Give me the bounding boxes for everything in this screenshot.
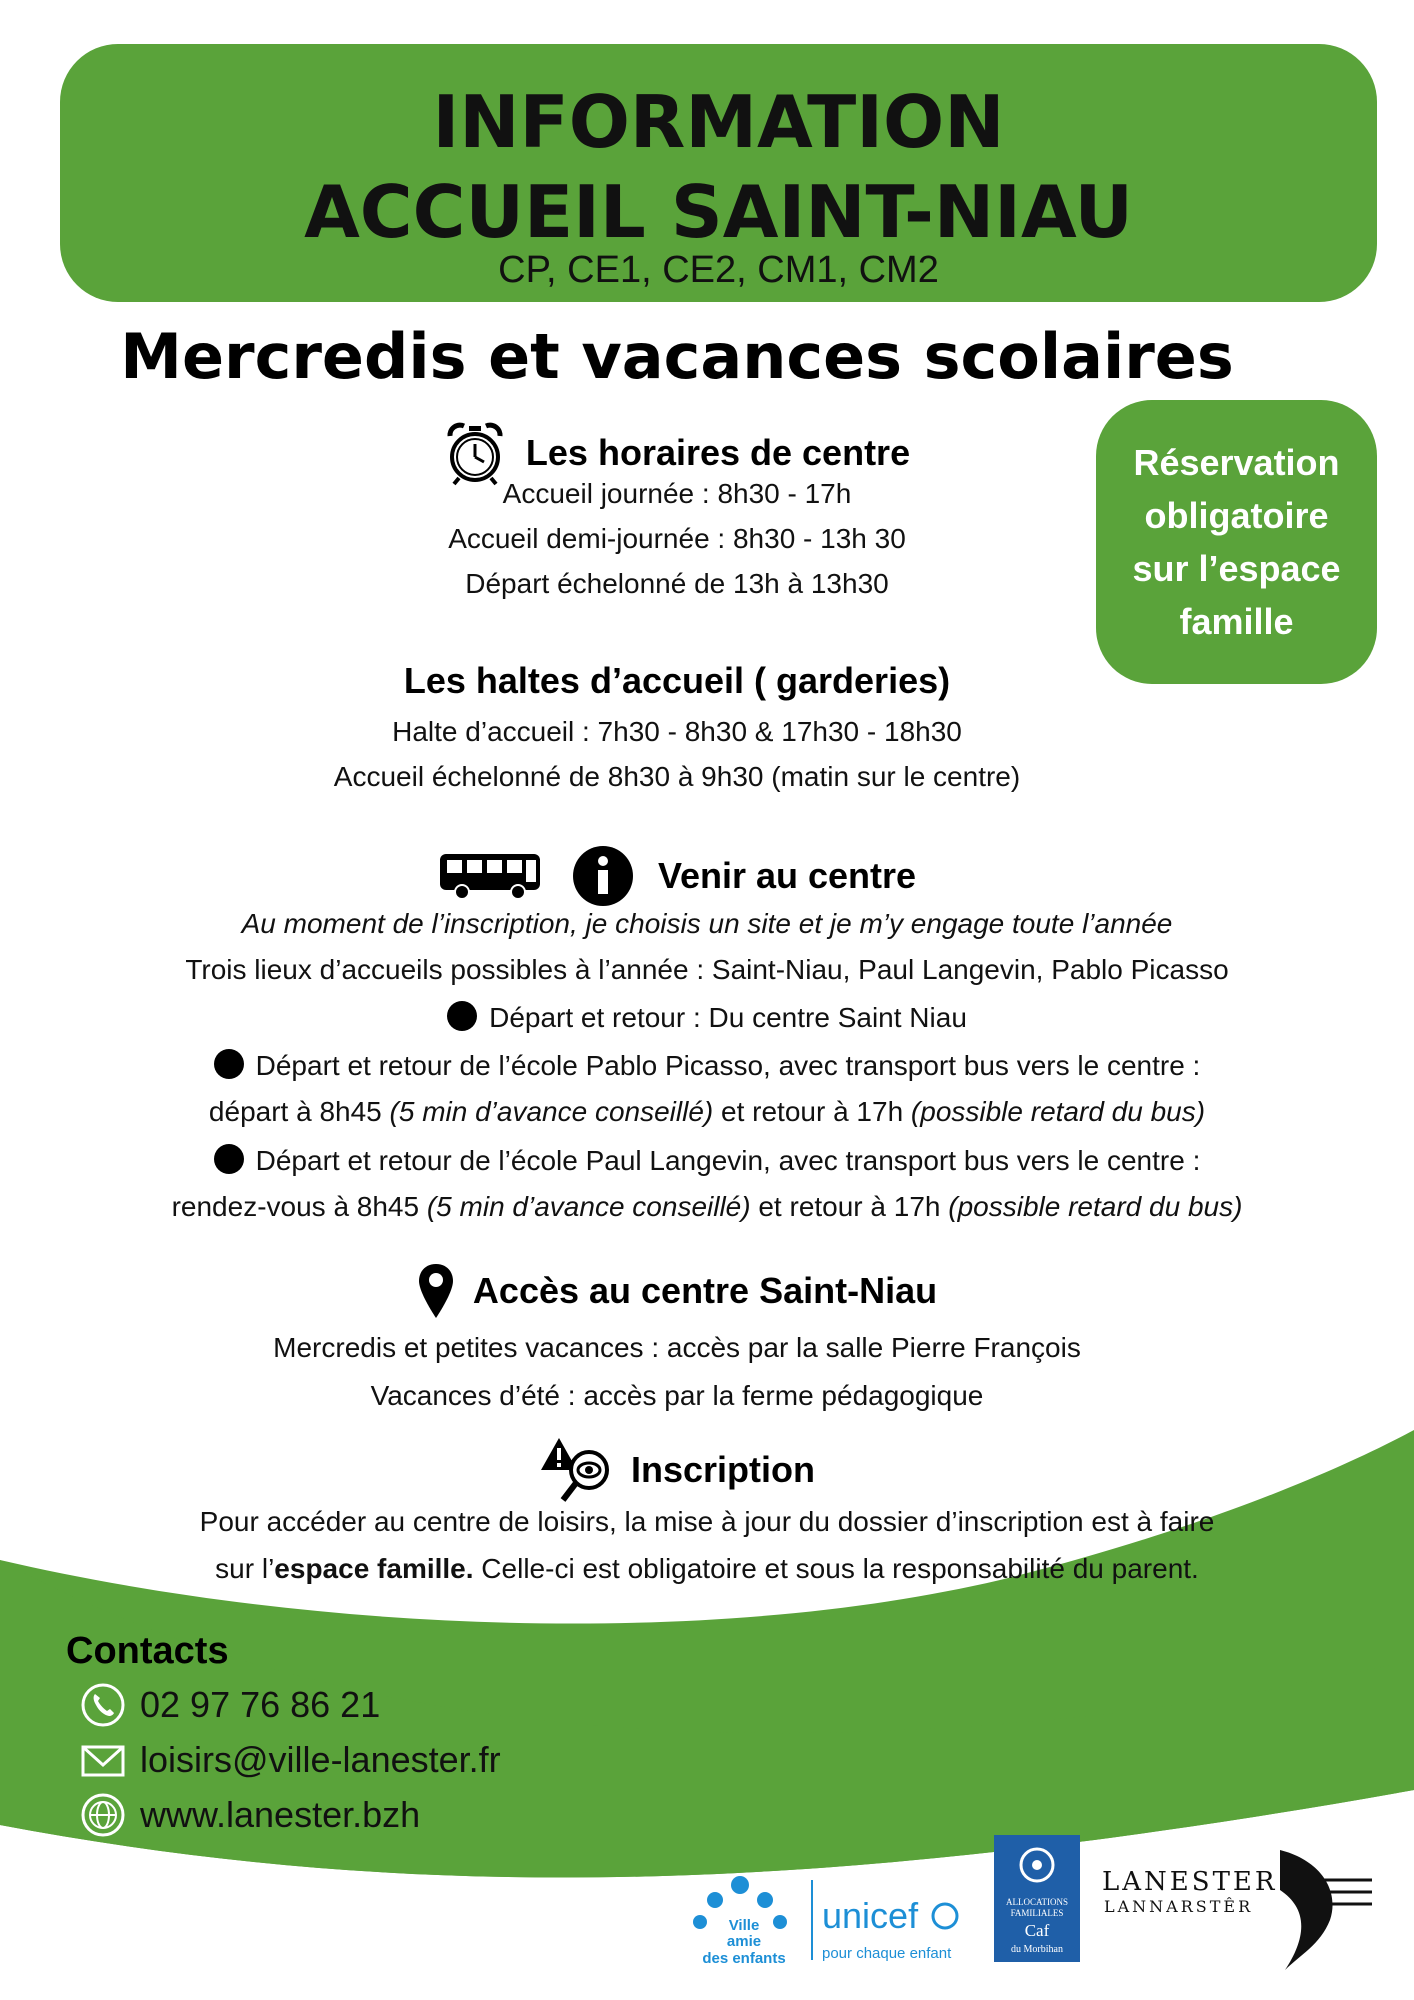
header-title-line2: ACCUEIL SAINT-NIAU [304, 170, 1133, 254]
venir-b2-part2: (5 min d’avance conseillé) [389, 1096, 714, 1127]
contact-web-row [80, 1792, 420, 1838]
caf-text-4: du Morbihan [1011, 1944, 1063, 1955]
venir-bullet-3-detail [0, 1191, 1414, 1223]
venir-bullet-2-detail [0, 1096, 1414, 1128]
venir-title: Venir au centre [657, 855, 917, 896]
venir-b3-part3: et retour à 17h [750, 1191, 949, 1222]
horaires-line-3: Départ échelonné de 13h à 13h30 [465, 568, 889, 599]
inscription-title: Inscription [631, 1449, 816, 1490]
horaires-line-2: Accueil demi-journée : 8h30 - 13h 30 [448, 523, 906, 554]
inscription-heading [0, 1436, 1414, 1504]
venir-bullet-1-text: Départ et retour : Du centre Saint Niau [489, 1002, 967, 1033]
venir-b2-part4: (possible retard du bus) [910, 1096, 1206, 1127]
contact-phone[interactable]: 02 97 76 86 21 [140, 1684, 381, 1725]
inscription-line2-part1: sur l’ [215, 1553, 275, 1584]
venir-heading [0, 845, 1414, 907]
ville-amie-des-enfants-logo [693, 1876, 787, 1967]
globe-icon [80, 1792, 126, 1838]
venir-bullet-2 [0, 1049, 1414, 1082]
venir-b3-part1: rendez-vous à 8h45 [171, 1191, 427, 1222]
venir-b3-part2: (5 min d’avance conseillé) [426, 1191, 751, 1222]
horaires-heading [0, 420, 1414, 486]
phone-icon [80, 1682, 126, 1728]
lanester-name: LANESTER [1102, 1867, 1278, 1897]
mail-icon [80, 1737, 126, 1783]
acces-line-1: Mercredis et petites vacances : accès par la salle Pierre François [273, 1332, 1081, 1363]
bus-icon [438, 850, 546, 902]
ville-amie-1: Ville [728, 1917, 760, 1934]
contact-email-row [80, 1737, 501, 1783]
main-heading: Mercredis et vacances scolaires [120, 320, 1234, 393]
inscription-line2-part3: Celle-ci est obligatoire et sous la responsabilité du parent. [473, 1553, 1199, 1584]
unicef-tagline: pour chaque enfant [822, 1945, 952, 1962]
haltes-title: Les haltes d’accueil ( garderies) [403, 660, 951, 701]
venir-bullet-2-text: Départ et retour de l’école Pablo Picasso, avec transport bus vers le centre : [255, 1050, 1201, 1081]
caf-text-3: Caf [1024, 1921, 1050, 1940]
info-icon [572, 845, 634, 907]
horaires-line-1: Accueil journée : 8h30 - 17h [502, 478, 852, 509]
reservation-text: Réservation obligatoire sur l’espace famille [1132, 442, 1341, 642]
contact-web[interactable]: www.lanester.bzh [140, 1794, 421, 1835]
header-title-line1: INFORMATION [432, 80, 1005, 164]
venir-b2-part1: départ à 8h45 [208, 1096, 390, 1127]
inscription-line-2 [0, 1553, 1414, 1585]
bullet-dot [214, 1049, 244, 1079]
haltes-line-1: Halte d’accueil : 7h30 - 8h30 & 17h30 - 18h30 [392, 716, 962, 747]
venir-bullet-3-text: Départ et retour de l’école Paul Langevin, avec transport bus vers le centre : [255, 1145, 1201, 1176]
header-levels: CP, CE1, CE2, CM1, CM2 [498, 249, 939, 291]
acces-line-2: Vacances d’été : accès par la ferme pédagogique [370, 1380, 984, 1411]
ville-amie-3: des enfants [702, 1950, 786, 1967]
alarm-clock-icon [444, 420, 506, 486]
contacts-title: Contacts [66, 1630, 229, 1672]
partner-logos [680, 1830, 1380, 1990]
venir-bullet-3 [0, 1144, 1414, 1177]
lanester-breton-name: LANNARSTÊR [1104, 1897, 1254, 1916]
map-pin-icon [417, 1262, 455, 1320]
acces-title: Accès au centre Saint-Niau [472, 1270, 938, 1311]
bullet-dot [447, 1001, 477, 1031]
caf-text-2: FAMILIALES [1010, 1908, 1064, 1918]
horaires-title: Les horaires de centre [525, 432, 911, 473]
venir-b2-part3: et retour à 17h [713, 1096, 911, 1127]
unicef-wordmark: unicef [822, 1895, 919, 1936]
venir-intro: Au moment de l’inscription, je choisis un site et je m’y engage toute l’année [241, 908, 1173, 939]
bullet-dot [214, 1144, 244, 1174]
lanester-logo [1102, 1850, 1372, 1970]
inscription-line-1: Pour accéder au centre de loisirs, la mise à jour du dossier d’inscription est à faire [199, 1506, 1215, 1537]
acces-heading [0, 1262, 1414, 1320]
unicef-logo [822, 1895, 957, 1962]
contact-phone-row [80, 1682, 380, 1728]
haltes-line-2: Accueil échelonné de 8h30 à 9h30 (matin sur le centre) [333, 761, 1021, 792]
caf-logo [994, 1835, 1080, 1962]
venir-sites: Trois lieux d’accueils possibles à l’année : Saint-Niau, Paul Langevin, Pablo Picasso [185, 954, 1229, 985]
header-banner [60, 44, 1377, 302]
warning-search-icon [539, 1436, 615, 1504]
ville-amie-2: amie [726, 1933, 762, 1950]
venir-b3-part4: (possible retard du bus) [948, 1191, 1243, 1222]
espace-famille-emphasis: espace famille. [274, 1553, 474, 1584]
venir-bullet-1 [0, 1001, 1414, 1034]
contact-email[interactable]: loisirs@ville-lanester.fr [140, 1739, 501, 1780]
caf-text-1: ALLOCATIONS [1006, 1897, 1068, 1907]
